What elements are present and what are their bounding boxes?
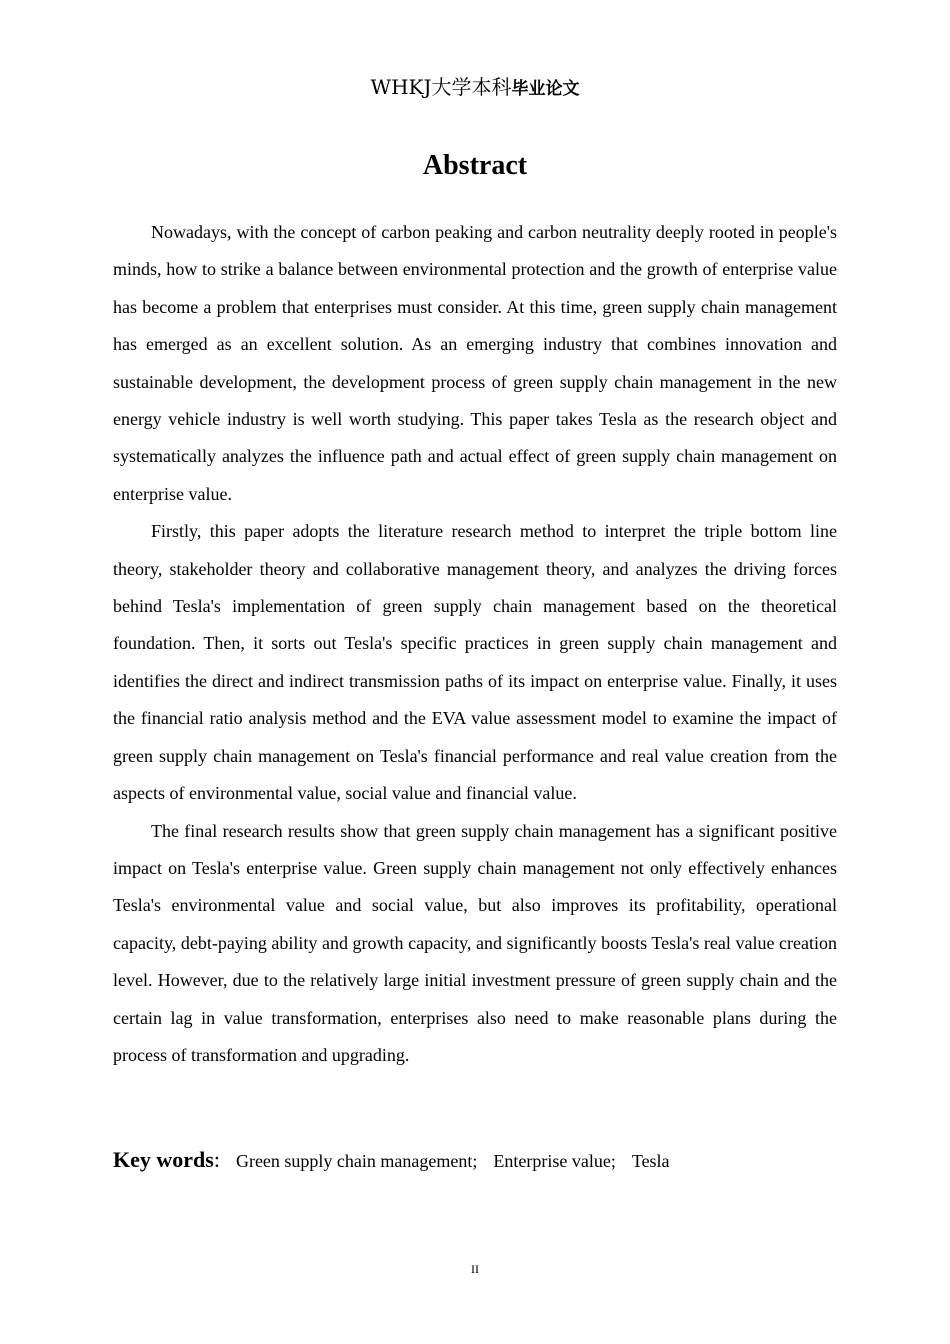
page-number: II bbox=[471, 1262, 479, 1276]
keywords-label: Key words bbox=[113, 1147, 214, 1172]
keyword-item: Enterprise value; bbox=[493, 1151, 616, 1171]
keyword-item: Green supply chain management; bbox=[235, 1151, 478, 1171]
abstract-title: Abstract bbox=[422, 150, 528, 181]
keywords-line bbox=[113, 1143, 837, 1178]
keyword-item: Tesla bbox=[631, 1151, 670, 1171]
abstract-body bbox=[113, 214, 837, 1074]
keywords-colon: : bbox=[213, 1147, 220, 1172]
header-university: WHKJ大学本科 bbox=[370, 75, 512, 99]
abstract-paragraph-2: Firstly, this paper adopts the literature research method to interpret the triple bottom line theory, stakeholder theory and collaborative management theory, and analyzes the driving forces behind Tesla's implementation of green supply chain management based on the theoretical foundation. Then, it sorts out Tesla's specific practices in green supply chain management and identifies the direct and indirect transmission paths of its impact on enterprise value. Finally, it uses the financial ratio analysis method and the EVA value assessment model to examine the impact of green supply chain management on Tesla's financial performance and real value creation from the aspects of environmental value, social value and financial value. bbox=[113, 521, 837, 804]
header-thesis-label: 毕业论文 bbox=[511, 79, 580, 99]
page-header bbox=[0, 72, 950, 104]
abstract-paragraph-1: Nowadays, with the concept of carbon peaking and carbon neutrality deeply rooted in people's minds, how to strike a balance between environmental protection and the growth of enterprise value has become a problem that enterprises must consider. At this time, green supply chain management has emerged as an excellent solution. As an emerging industry that combines innovation and sustainable development, the development process of green supply chain management in the new energy vehicle industry is well worth studying. This paper takes Tesla as the research object and systematically analyzes the influence path and actual effect of green supply chain management on enterprise value. bbox=[113, 222, 837, 504]
abstract-paragraph-3: The final research results show that green supply chain management has a significant positive impact on Tesla's enterprise value. Green supply chain management not only effectively enhances Tesla's environmental value and social value, but also improves its profitability, operational capacity, debt-paying ability and growth capacity, and significantly boosts Tesla's real value creation level. However, due to the relatively large initial investment pressure of green supply chain and the certain lag in value transformation, enterprises also need to make reasonable plans during the process of transformation and upgrading. bbox=[113, 820, 837, 1065]
